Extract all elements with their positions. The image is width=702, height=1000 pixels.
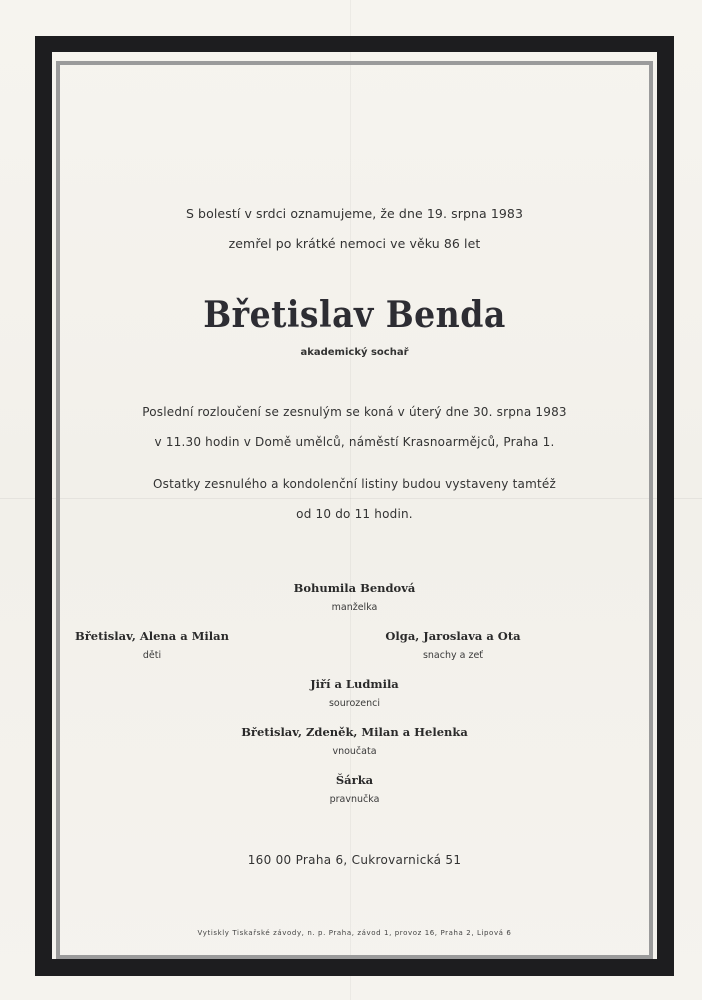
grandchildren-role: vnoučata — [332, 746, 377, 757]
deceased-name: Břetislav Benda — [203, 294, 506, 336]
in-laws-names: Olga, Jaroslava a Ota — [385, 629, 521, 643]
children-role: děti — [142, 650, 162, 661]
announcement-line-2: zemřel po krátké nemoci ve věku 86 let — [228, 236, 481, 251]
funeral-line-1: Poslední rozloučení se zesnulým se koná v úterý dne 30. srpna 1983 — [142, 405, 567, 419]
grandchildren-names: Břetislav, Zdeněk, Milan a Helenka — [241, 725, 468, 739]
announcement-line-1: S bolestí v srdci oznamujeme, že dne 19. srpna 1983 — [185, 206, 524, 221]
funeral-line-4: od 10 do 11 hodin. — [296, 507, 413, 521]
printer-imprint: Vytiskly Tiskařské závody, n. p. Praha, závod 1, provoz 16, Praha 2, Lipová 6 — [197, 929, 512, 937]
siblings-names: Jiří a Ludmila — [310, 677, 399, 691]
family-address: 160 00 Praha 6, Cukrovarnická 51 — [247, 853, 462, 867]
children-names: Břetislav, Alena a Milan — [75, 629, 229, 643]
in-laws-role: snachy a zeť — [422, 650, 484, 661]
funeral-line-3: Ostatky zesnulého a kondolenční listiny budou vystaveny tamtéž — [153, 477, 556, 491]
deceased-title: akademický sochař — [300, 347, 409, 358]
wife-name: Bohumila Bendová — [293, 581, 416, 595]
great-grandchild-name: Šárka — [335, 773, 374, 787]
wife-role: manželka — [331, 602, 378, 613]
great-grandchild-role: pravnučka — [329, 794, 380, 805]
siblings-role: sourozenci — [328, 698, 380, 709]
funeral-line-2: v 11.30 hodin v Domě umělců, náměstí Krasnoarmějců, Praha 1. — [154, 435, 555, 449]
obituary-content — [60, 65, 649, 955]
